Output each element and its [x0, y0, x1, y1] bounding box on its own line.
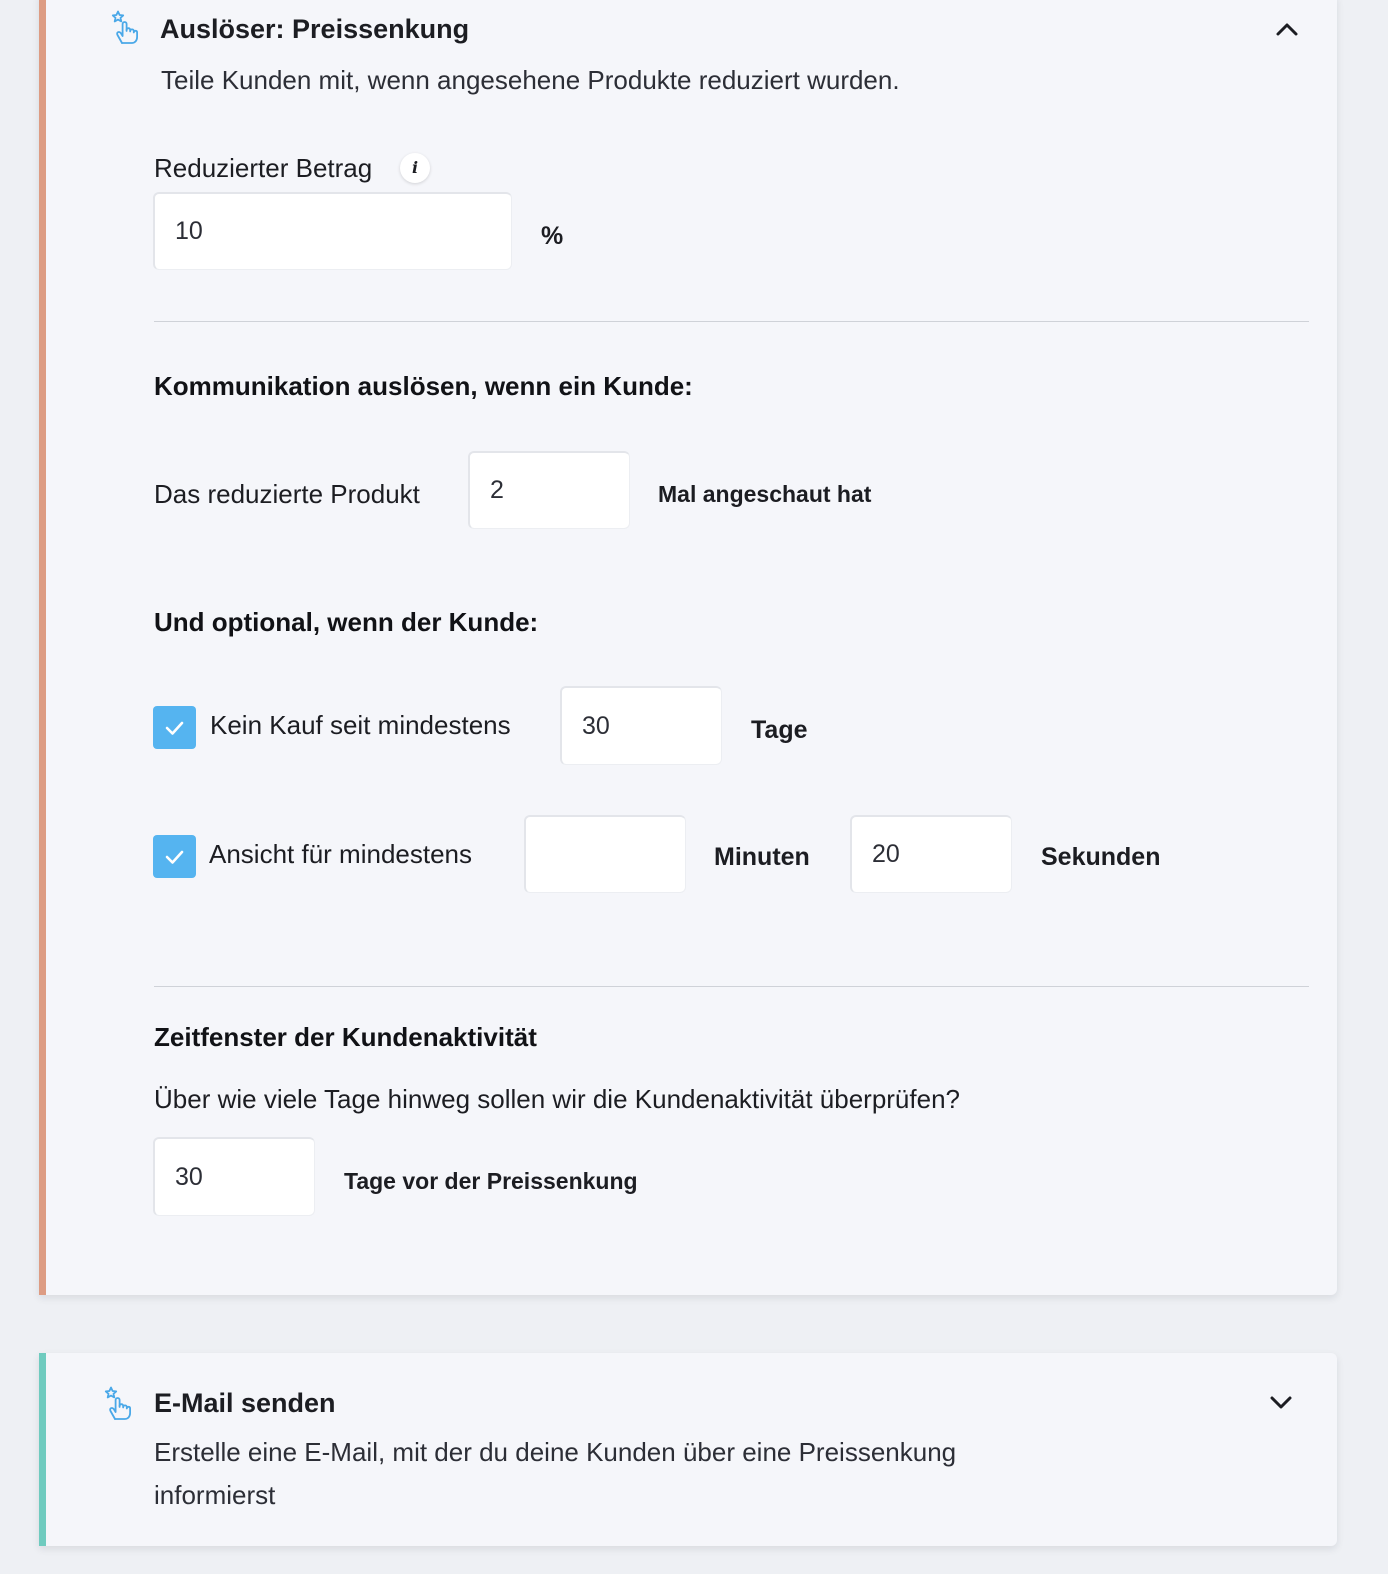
no-purchase-days-input[interactable] [560, 686, 722, 765]
email-card[interactable] [39, 1353, 1337, 1546]
product-views-input[interactable] [468, 451, 630, 529]
no-purchase-checkbox[interactable] [153, 706, 196, 749]
optional-heading: Und optional, wenn der Kunde: [154, 607, 539, 637]
hand-pointer-icon [110, 10, 142, 46]
view-minutes-unit: Minuten [714, 843, 810, 871]
trigger-card [39, 0, 1337, 1295]
view-duration-label: Ansicht für mindestens [209, 839, 473, 869]
email-card-description: Erstelle eine E-Mail, mit der du deine Kunden über eine Preissenkung informierst [154, 1437, 957, 1510]
product-label: Das reduzierte Produkt [154, 479, 420, 509]
reduced-amount-label: Reduzierter Betrag [154, 153, 373, 183]
chevron-up-icon[interactable] [1272, 15, 1302, 45]
info-icon[interactable]: i [400, 153, 430, 183]
no-purchase-label: Kein Kauf seit mindestens [210, 710, 511, 740]
trigger-card-description: Teile Kunden mit, wenn angesehene Produkte reduziert wurden. [161, 65, 900, 95]
hand-pointer-icon [103, 1386, 135, 1422]
view-seconds-unit: Sekunden [1041, 843, 1161, 871]
time-window-days-input[interactable] [153, 1137, 315, 1216]
trigger-card-title: Auslöser: Preissenkung [160, 14, 470, 44]
view-minutes-input[interactable] [524, 815, 686, 893]
view-duration-checkbox[interactable] [153, 835, 196, 878]
product-views-suffix: Mal angeschaut hat [658, 481, 872, 507]
email-card-title: E-Mail senden [154, 1388, 336, 1418]
time-window-suffix: Tage vor der Preissenkung [344, 1168, 638, 1194]
section-divider [154, 321, 1309, 322]
section-divider [154, 986, 1309, 987]
chevron-down-icon[interactable] [1266, 1387, 1296, 1417]
view-seconds-input[interactable] [850, 815, 1012, 893]
reduced-amount-unit: % [541, 222, 564, 250]
no-purchase-unit: Tage [751, 716, 808, 744]
time-window-heading: Zeitfenster der Kundenaktivität [154, 1022, 537, 1052]
communication-heading: Kommunikation auslösen, wenn ein Kunde: [154, 371, 693, 401]
reduced-amount-input[interactable] [153, 192, 512, 270]
time-window-question: Über wie viele Tage hinweg sollen wir die Kundenaktivität überprüfen? [154, 1084, 960, 1114]
